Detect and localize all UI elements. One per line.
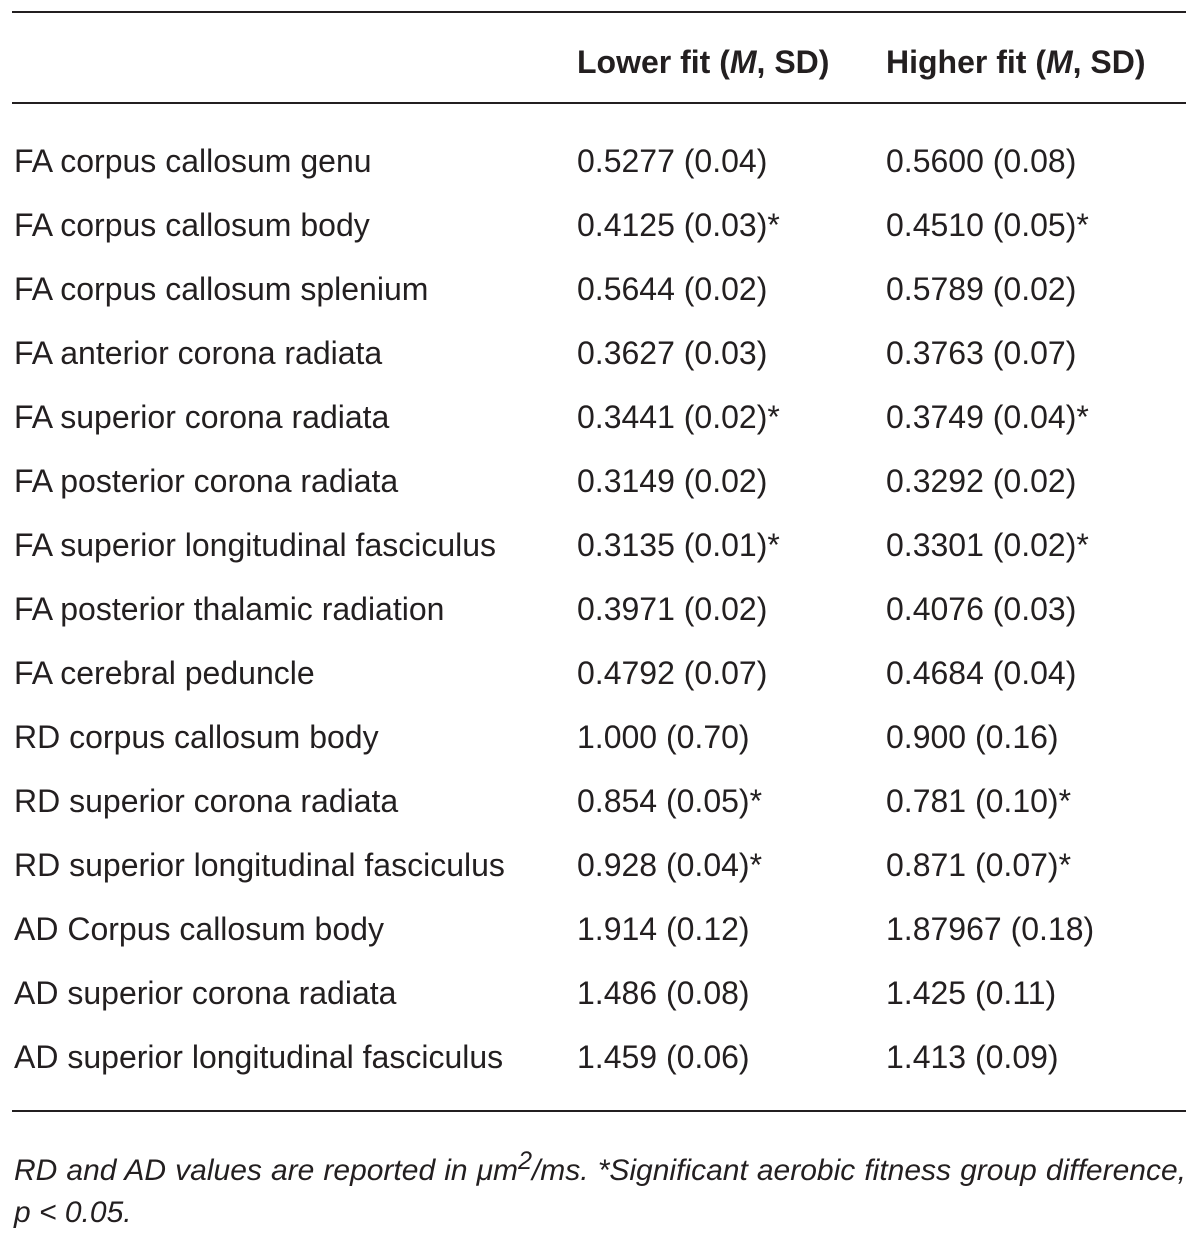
higher-fit-value: 0.900 (0.16): [886, 719, 1059, 755]
lower-fit-value: 0.3627 (0.03): [577, 335, 768, 371]
lower-fit-value: 0.4792 (0.07): [577, 655, 768, 691]
table-row: [0, 522, 1200, 586]
higher-fit-value: 1.87967 (0.18): [886, 911, 1095, 947]
lower-fit-value: 0.3135 (0.01)*: [577, 527, 780, 563]
column-header-higher-fit: Higher fit (M, SD): [886, 44, 1146, 80]
higher-fit-value: 0.5789 (0.02): [886, 271, 1077, 307]
lower-fit-value: 0.3971 (0.02): [577, 591, 768, 627]
lower-fit-value: 1.000 (0.70): [577, 719, 750, 755]
table-row: [0, 202, 1200, 266]
higher-fit-value: 0.5600 (0.08): [886, 143, 1077, 179]
row-label: FA superior longitudinal fasciculus: [14, 527, 497, 563]
table-top-rule: [12, 11, 1186, 13]
row-label: FA corpus callosum body: [14, 207, 370, 243]
higher-fit-value: 0.3301 (0.02)*: [886, 527, 1089, 563]
table-body: [0, 138, 1200, 1098]
lower-fit-value: 0.3441 (0.02)*: [577, 399, 780, 435]
row-label: FA corpus callosum splenium: [14, 271, 429, 307]
table-row: [0, 458, 1200, 522]
table-row: [0, 970, 1200, 1034]
table-row: [0, 906, 1200, 970]
lower-fit-value: 0.928 (0.04)*: [577, 847, 763, 883]
table-row: [0, 650, 1200, 714]
table-row: [0, 330, 1200, 394]
row-label: FA posterior corona radiata: [14, 463, 399, 499]
row-label: AD Corpus callosum body: [14, 911, 384, 947]
row-label: FA anterior corona radiata: [14, 335, 383, 371]
higher-fit-value: 0.871 (0.07)*: [886, 847, 1072, 883]
higher-fit-value: 0.3763 (0.07): [886, 335, 1077, 371]
column-header-lower-fit: Lower fit (M, SD): [577, 44, 830, 80]
row-label: FA posterior thalamic radiation: [14, 591, 445, 627]
row-label: AD superior longitudinal fasciculus: [14, 1039, 504, 1075]
higher-fit-value: 0.4510 (0.05)*: [886, 207, 1089, 243]
table-row: [0, 714, 1200, 778]
higher-fit-value: 0.4076 (0.03): [886, 591, 1077, 627]
higher-fit-value: 1.413 (0.09): [886, 1039, 1059, 1075]
lower-fit-value: 1.914 (0.12): [577, 911, 750, 947]
lower-fit-value: 0.3149 (0.02): [577, 463, 768, 499]
higher-fit-value: 0.781 (0.10)*: [886, 783, 1072, 819]
row-label: RD superior longitudinal fasciculus: [14, 847, 505, 883]
higher-fit-value: 0.3292 (0.02): [886, 463, 1077, 499]
row-label: FA superior corona radiata: [14, 399, 390, 435]
row-label: FA cerebral peduncle: [14, 655, 315, 691]
table-footnote: RD and AD values are reported in $\mu m^2/ms$. *Significant aerobic fitness group difference, p < 0.05.: [14, 1147, 1186, 1229]
table-row: [0, 1034, 1200, 1098]
lower-fit-value: 0.854 (0.05)*: [577, 783, 763, 819]
table-header-rule: [12, 102, 1186, 104]
row-label: FA corpus callosum genu: [14, 143, 372, 179]
lower-fit-value: 1.486 (0.08): [577, 975, 750, 1011]
lower-fit-value: 0.5277 (0.04): [577, 143, 768, 179]
lower-fit-value: 0.5644 (0.02): [577, 271, 768, 307]
table-row: [0, 394, 1200, 458]
table-row: [0, 778, 1200, 842]
table-row: [0, 266, 1200, 330]
row-label: AD superior corona radiata: [14, 975, 397, 1011]
lower-fit-value: 0.4125 (0.03)*: [577, 207, 780, 243]
table-row: [0, 586, 1200, 650]
higher-fit-value: 0.3749 (0.04)*: [886, 399, 1089, 435]
row-label: RD corpus callosum body: [14, 719, 379, 755]
higher-fit-value: 0.4684 (0.04): [886, 655, 1077, 691]
row-label: RD superior corona radiata: [14, 783, 399, 819]
table-row: [0, 842, 1200, 906]
higher-fit-value: 1.425 (0.11): [886, 975, 1057, 1011]
table-bottom-rule: [12, 1110, 1186, 1112]
table-row: [0, 138, 1200, 202]
lower-fit-value: 1.459 (0.06): [577, 1039, 750, 1075]
